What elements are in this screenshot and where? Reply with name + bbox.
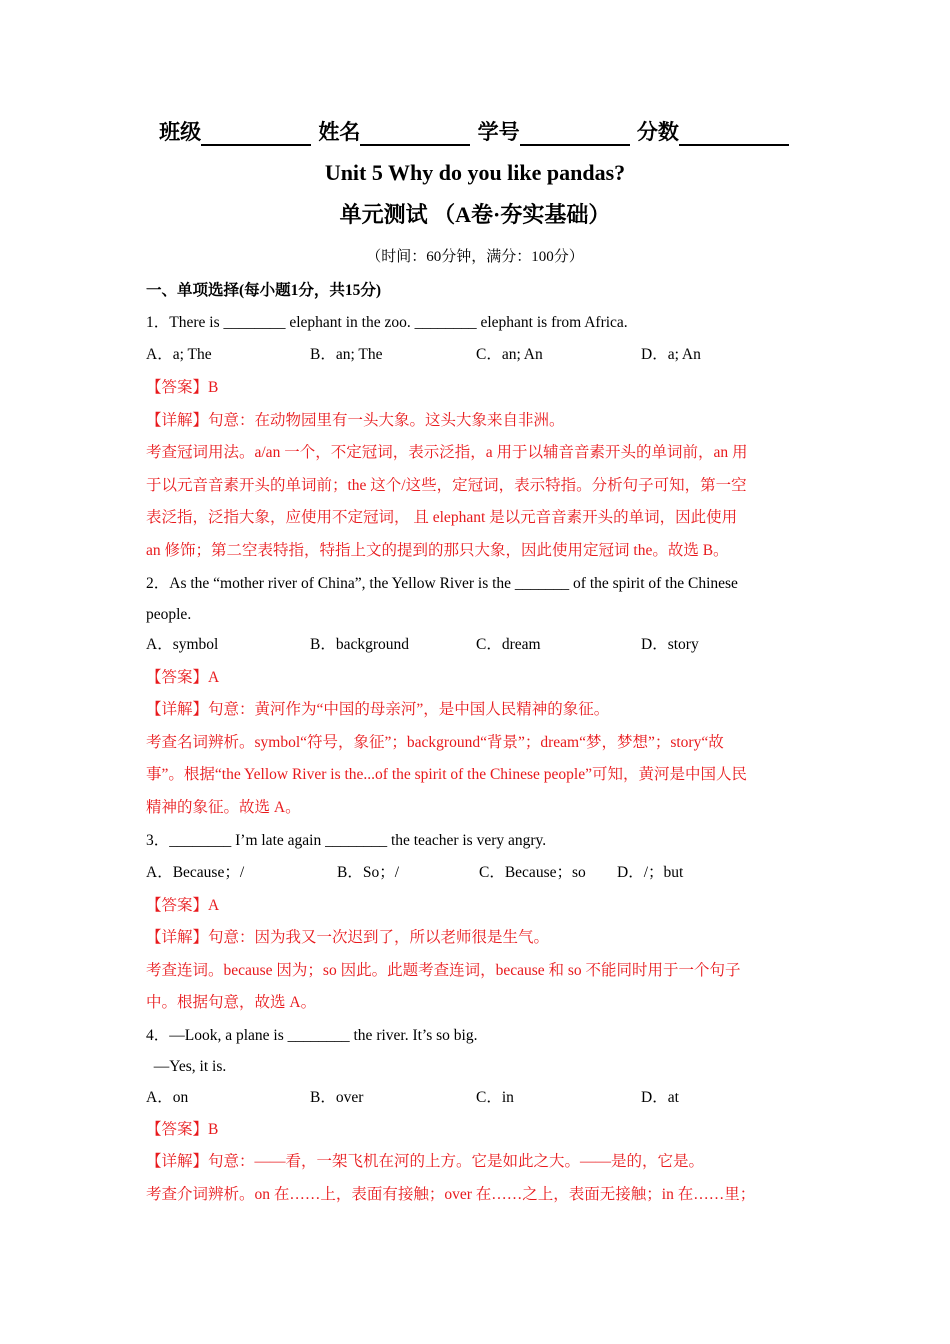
unit-title: Unit 5 Why do you like pandas?: [324, 160, 626, 185]
test-info: （时间：60分钟，满分：100分）: [366, 249, 584, 265]
question-1-detail-line: an 修饰；第二空表特指，特指上文的提到的那只大象，因此使用定冠词 the。故选 B。: [146, 542, 729, 559]
question-2-option-d: D．story: [641, 636, 699, 653]
question-2-detail-line: 【详解】句意：黄河作为“中国的母亲河”，是中国人民精神的象征。: [146, 701, 610, 718]
question-4-stem: 4．—Look, a plane is ________ the river. It’s so big.: [146, 1027, 478, 1044]
test-subtitle: 单元测试 （A卷·夯实基础）: [339, 202, 611, 227]
question-4-answer: 【答案】B: [146, 1121, 219, 1138]
question-3-option-a: A．Because；/: [146, 864, 245, 881]
question-2-option-b: B．background: [310, 636, 410, 653]
question-1-detail-line: 表泛指，泛指大象，应使用不定冠词， 且 elephant 是以元音音素开头的单词，因此使用: [146, 509, 738, 526]
score-label: 分数: [636, 120, 679, 144]
section-title: 一、单项选择(每小题1分，共15分): [146, 282, 382, 299]
question-4-option-a: A．on: [146, 1089, 189, 1106]
score-blank: [679, 122, 789, 146]
question-3-option-d: D．/；but: [617, 864, 684, 881]
question-2-detail-line: 精神的象征。故选 A。: [146, 799, 301, 816]
question-4-option-d: D．at: [641, 1089, 679, 1106]
question-2-answer: 【答案】A: [146, 669, 220, 686]
question-2-option-c: C．dream: [476, 636, 541, 653]
question-3-detail-line: 【详解】句意：因为我又一次迟到了，所以老师很是生气。: [146, 929, 550, 946]
question-2-detail-line: 事”。根据“the Yellow River is the...of the spirit of the Chinese people”可知，黄河是中国人民: [146, 766, 747, 783]
question-3-detail-line: 考查连词。because 因为；so 因此。此题考查连词，because 和 so 不能同时用于一个句子: [146, 962, 741, 979]
student-info-row: [0, 116, 950, 146]
question-1-answer: 【答案】B: [146, 379, 219, 396]
question-4-detail-line: 考查介词辨析。on 在……上，表面有接触；over 在……之上，表面无接触；in 在……里；: [146, 1186, 756, 1203]
question-3-option-b: B．So；/: [337, 864, 400, 881]
question-3-option-c: C．Because；so: [479, 864, 586, 881]
question-3-detail-line: 中。根据句意，故选 A。: [146, 994, 317, 1011]
question-1-option-d: D．a; An: [641, 346, 701, 363]
name-label: 姓名: [318, 120, 361, 144]
question-1-detail-line: 【详解】句意：在动物园里有一头大象。这头大象来自非洲。: [146, 412, 565, 429]
class-blank: [201, 122, 311, 146]
question-1-option-b: B．an; The: [310, 346, 383, 363]
question-1-stem: 1．There is ________ elephant in the zoo. ________ elephant is from Africa.: [146, 314, 628, 331]
question-3-stem: 3．________ I’m late again ________ the teacher is very angry.: [146, 832, 547, 849]
question-4-option-c: C．in: [476, 1089, 514, 1106]
student-number-blank: [520, 122, 630, 146]
question-3-answer: 【答案】A: [146, 897, 220, 914]
question-2-stem: 2．As the “mother river of China”, the Yellow River is the _______ of the spirit of the Chinese: [146, 575, 738, 592]
question-4-option-b: B．over: [310, 1089, 364, 1106]
question-2-stem-continued: people.: [146, 606, 192, 623]
question-4-detail-line: 【详解】句意：——看，一架飞机在河的上方。它是如此之大。——是的，它是。: [146, 1153, 705, 1170]
question-1-option-a: A．a; The: [146, 346, 212, 363]
question-2-detail-line: 考查名词辨析。symbol“符号，象征”；background“背景”；dream“梦，梦想”；story“故: [146, 734, 724, 751]
question-1-detail-line: 于以元音音素开头的单词前；the 这个/这些，定冠词，表示特指。分析句子可知，第一空: [146, 477, 747, 494]
question-1-option-c: C．an; An: [476, 346, 543, 363]
class-label: 班级: [159, 120, 202, 144]
question-2-option-a: A．symbol: [146, 636, 219, 653]
question-4-reply: —Yes, it is.: [146, 1058, 227, 1075]
question-1-detail-line: 考查冠词用法。a/an 一个，不定冠词，表示泛指，a 用于以辅音音素开头的单词前，an 用: [146, 444, 748, 461]
student-number-label: 学号: [477, 120, 520, 144]
name-blank: [360, 122, 470, 146]
